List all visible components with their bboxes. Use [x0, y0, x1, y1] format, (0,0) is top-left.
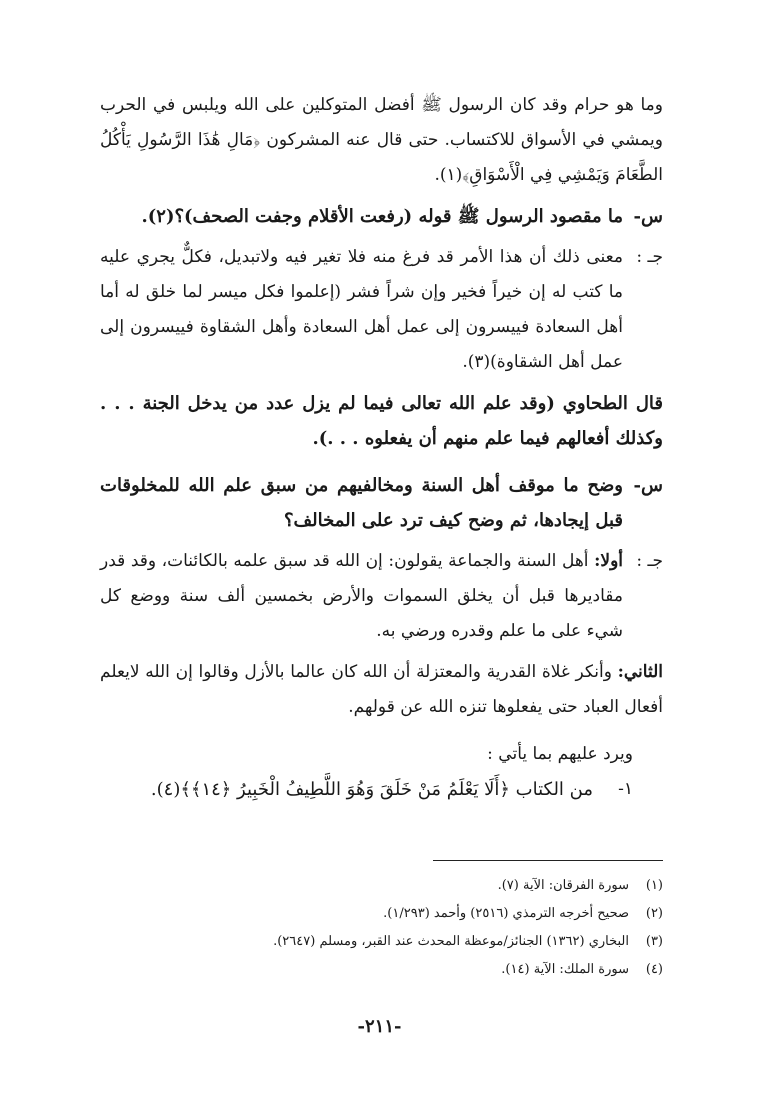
footnote	[100, 900, 663, 928]
tahawi-quote: قال الطحاوي (وقد علم الله تعالى فيما لم يزل عدد من يدخل الجنة . . . وكذلك أفعالهم فيما علم منهم أن يفعلوه . . .).	[100, 393, 663, 449]
answer-text	[100, 544, 623, 649]
footnote	[100, 872, 663, 900]
evidence-text: من الكتاب ﴿أَلَا يَعْلَمُ مَنْ خَلَقَ وَهُوَ اللَّطِيفُ الْخَبِيرُ ﴿١٤﴾﴾(٤).	[150, 779, 593, 800]
footnote-number: (٤)	[645, 962, 663, 977]
answer-2	[100, 544, 663, 649]
answer-text: معنى ذلك أن هذا الأمر قد فرغ منه فلا تغير فيه ولاتبديل، فكلٌّ يجري عليه ما كتب له إن خيراً فخير وإن شراً فشر (إعلموا فكل ميسر لما خلق له أما أهل السعادة فييسرون إلى عمل أهل السعادة وأهل الشقاوة فييسرون إلى عمل أهل الشقاوة)(٣).	[100, 247, 623, 372]
footnote-text: صحيح أخرجه الترمذي (٢٥١٦) وأحمد (١/٢٩٣).	[383, 906, 629, 921]
first-view-label: أولا:	[594, 551, 623, 571]
answer-marker: جـ :	[636, 247, 663, 267]
evidence-1	[100, 772, 663, 807]
question-1	[100, 199, 663, 234]
second-view-text: وأنكر غلاة القدرية والمعتزلة أن الله كان عالما بالأزل وقالوا إن الله لايعلم أفعال العباد حتى يفعلوها تنزه الله عن قولهم.	[100, 662, 663, 717]
footnote-number: (٣)	[645, 934, 663, 949]
question-2	[100, 468, 663, 538]
question-text: وضح ما موقف أهل السنة ومخالفيهم من سبق علم الله للمخلوقات قبل إيجادها، ثم وضح كيف ترد على المخالف؟	[100, 475, 623, 531]
question-text: ما مقصود الرسول ﷺ قوله (رفعت الأقلام وجفت الصحف)؟(٢).	[141, 206, 623, 227]
first-view-text: أهل السنة والجماعة يقولون: إن الله قد سبق علمه بالكائنات، وقد قدر مقاديرها قبل أن يخلق السموات والأرض بخمسين ألف سنة ووضع كل شيء على ما علم وقدره ورضي به.	[100, 551, 623, 641]
reply-intro: ويرد عليهم بما يأتي :	[487, 744, 633, 764]
footnote-text: البخاري (١٣٦٢) الجنائز/موعظة المحدث عند القبر، ومسلم (٢٦٤٧).	[273, 934, 629, 949]
page-number: -٢١١-	[357, 1016, 402, 1037]
second-view-paragraph	[100, 655, 663, 725]
answer-1	[100, 240, 663, 380]
footnote-number: (١)	[645, 878, 663, 893]
question-marker: س-	[633, 206, 663, 227]
footnote-separator	[433, 860, 663, 861]
footnotes	[100, 872, 663, 984]
footnote	[100, 956, 663, 984]
answer-marker: جـ :	[636, 551, 663, 571]
footnote-text: سورة الملك: الآية (١٤).	[501, 962, 629, 977]
footnote-text: سورة الفرقان: الآية (٧).	[497, 878, 629, 893]
intro-paragraph: وما هو حرام وقد كان الرسول ﷺ أفضل المتوكلين على الله ويلبس في الحرب ويمشي في الأسواق للاكتساب. حتى قال عنه المشركون ﴿مَالِ هَٰذَا الرَّسُولِ يَأْكُلُ الطَّعَامَ وَيَمْشِي فِي الْأَسْوَاقِ﴾(١).	[100, 95, 663, 185]
footnote-number: (٢)	[645, 906, 663, 921]
second-view-label: الثاني:	[617, 662, 663, 682]
evidence-number: ١-	[618, 779, 633, 799]
question-marker: س-	[633, 475, 663, 496]
footnote	[100, 928, 663, 956]
